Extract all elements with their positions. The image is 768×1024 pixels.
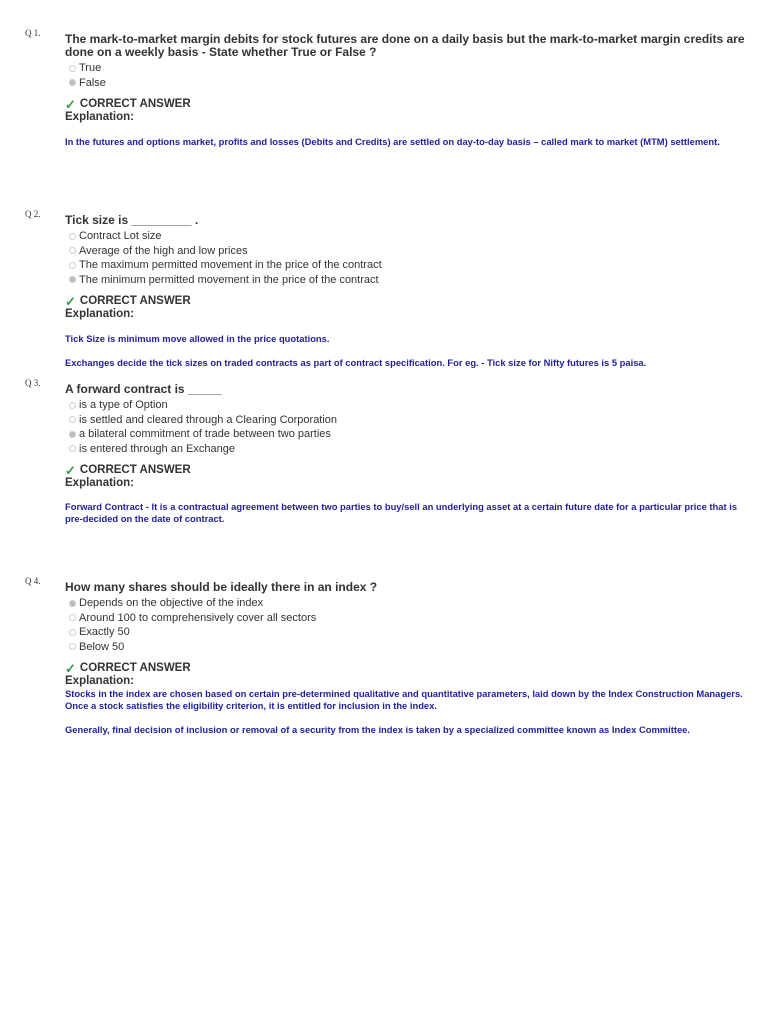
- option-label: is settled and cleared through a Clearing Corporation: [79, 413, 338, 426]
- explanation-text: In the futures and options market, profits and losses (Debits and Credits) are settled on day-to-day basis – called mark to market (MTM) settlement.: [65, 136, 720, 147]
- option-label: Around 100 to comprehensively cover all sectors: [79, 611, 317, 624]
- radio-button-selected[interactable]: [69, 600, 76, 607]
- option-settled-clearing[interactable]: [69, 413, 745, 428]
- option-true[interactable]: [69, 61, 745, 76]
- option-label: The minimum permitted movement in the price of the contract: [79, 273, 379, 286]
- correct-answer-label: CORRECT ANSWER: [79, 295, 191, 307]
- option-below-50[interactable]: [69, 640, 745, 655]
- radio-button[interactable]: [69, 416, 76, 423]
- option-average-high-low[interactable]: [69, 244, 745, 259]
- question-number: Q 2.: [25, 209, 41, 219]
- option-label: Exactly 50: [79, 626, 130, 638]
- radio-button[interactable]: [69, 629, 76, 636]
- explanation-text: Tick Size is minimum move allowed in the price quotations.: [65, 333, 330, 344]
- explanation-text: Forward Contract - It is a contractual agreement between two parties to buy/sell an underlying asset at a certain future date for a particular price that is pre-decided on the date of contract.: [65, 501, 738, 524]
- explanation-label: Explanation:: [65, 675, 135, 687]
- option-contract-lot-size[interactable]: [69, 229, 745, 244]
- option-maximum-movement[interactable]: [69, 258, 745, 273]
- question-text: Tick size is _________ .: [65, 213, 199, 227]
- question-body: [65, 214, 745, 369]
- answer-block: [65, 98, 745, 148]
- option-entered-exchange[interactable]: [69, 442, 745, 457]
- option-label: The maximum permitted movement in the price of the contract: [79, 259, 382, 271]
- option-type-of-option[interactable]: [69, 398, 745, 413]
- radio-button[interactable]: [69, 247, 76, 254]
- radio-button-selected[interactable]: [69, 276, 76, 283]
- checkmark-icon: ✓: [65, 661, 76, 676]
- question-body: [65, 33, 745, 148]
- question-number: Q 4.: [25, 576, 41, 586]
- checkmark-icon: ✓: [65, 97, 76, 112]
- explanation-text: Stocks in the index are chosen based on certain pre-determined qualitative and quantitative parameters, laid down by the Index Construction Managers. Once a stock satisfies the eligibility criterion, it is entitled for inclusion in the index.: [65, 688, 743, 711]
- radio-button-selected[interactable]: [69, 431, 76, 438]
- radio-button[interactable]: [69, 233, 76, 240]
- question-number: Q 3.: [25, 378, 41, 388]
- option-label: Average of the high and low prices: [79, 244, 248, 257]
- options-list: [69, 61, 745, 90]
- radio-button[interactable]: [69, 262, 76, 269]
- option-label: Depends on the objective of the index: [79, 597, 264, 609]
- option-false[interactable]: [69, 76, 745, 91]
- explanation-label: Explanation:: [65, 477, 135, 489]
- explanation-text: Exchanges decide the tick sizes on traded contracts as part of contract specification. For eg. - Tick size for Nifty futures is 5 paisa.: [65, 357, 647, 368]
- question-number: Q 1.: [25, 28, 41, 38]
- option-label: is entered through an Exchange: [79, 442, 235, 455]
- option-depends-objective[interactable]: [69, 596, 745, 611]
- radio-button-selected[interactable]: [69, 79, 76, 86]
- radio-button[interactable]: [69, 65, 76, 72]
- radio-button[interactable]: [69, 402, 76, 409]
- question-body: [65, 383, 745, 525]
- option-label: Contract Lot size: [79, 230, 162, 242]
- option-exactly-50[interactable]: [69, 625, 745, 640]
- question-text: How many shares should be ideally there in an index ?: [65, 580, 378, 594]
- checkmark-icon: ✓: [65, 294, 76, 309]
- checkmark-icon: ✓: [65, 463, 76, 478]
- question-body: [65, 581, 745, 736]
- correct-answer-header: [65, 295, 745, 308]
- correct-answer-label: CORRECT ANSWER: [79, 464, 191, 476]
- correct-answer-header: [65, 662, 745, 675]
- radio-button[interactable]: [69, 614, 76, 621]
- explanation-label: Explanation:: [65, 111, 135, 123]
- options-list: [69, 229, 745, 287]
- radio-button[interactable]: [69, 643, 76, 650]
- answer-block: [65, 662, 745, 736]
- radio-button[interactable]: [69, 445, 76, 452]
- options-list: [69, 398, 745, 456]
- option-minimum-movement[interactable]: [69, 273, 745, 288]
- option-bilateral-commitment[interactable]: [69, 427, 745, 442]
- answer-block: [65, 295, 745, 369]
- option-label: True: [79, 62, 102, 74]
- question-text: The mark-to-market margin debits for stock futures are done on a daily basis but the mark-to-market margin credits are done on a weekly basis - State whether True or False ?: [65, 32, 745, 59]
- correct-answer-label: CORRECT ANSWER: [79, 98, 191, 110]
- correct-answer-header: [65, 464, 745, 477]
- explanation-text: Generally, final decision of inclusion or removal of a security from the index is taken by a specialized committee known as Index Committee.: [65, 724, 691, 735]
- option-around-100[interactable]: [69, 611, 745, 626]
- option-label: False: [79, 76, 106, 89]
- question-text: A forward contract is _____: [65, 382, 222, 396]
- correct-answer-header: [65, 98, 745, 111]
- option-label: a bilateral commitment of trade between two parties: [79, 428, 331, 440]
- option-label: is a type of Option: [79, 399, 168, 411]
- options-list: [69, 596, 745, 654]
- answer-block: [65, 464, 745, 525]
- option-label: Below 50: [79, 640, 125, 653]
- correct-answer-label: CORRECT ANSWER: [79, 662, 191, 674]
- explanation-label: Explanation:: [65, 308, 135, 320]
